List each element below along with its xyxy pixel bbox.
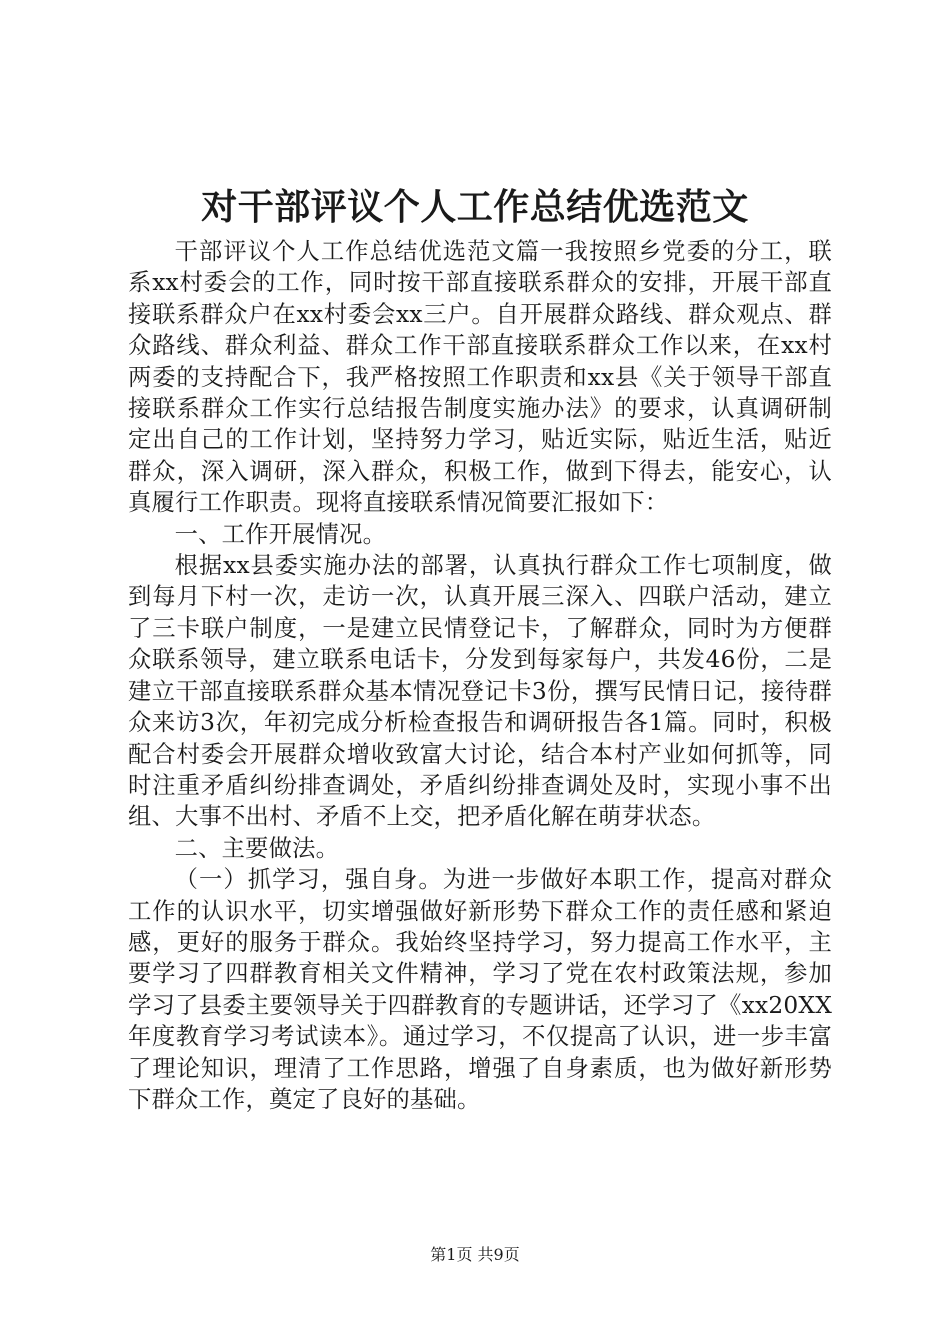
paragraph-intro: 干部评议个人工作总结优选范文篇一我按照乡党委的分工，联系xx村委会的工作，同时按干部直接联系群众的安排，开展干部直接联系群众户在xx村委会xx三户。自开展群众路线、群众观点、群众路线、群众利益、群众工作干部直接联系群众工作以来，在xx村两委的支持配合下，我严格按照工作职责和xx县《关于领导干部直接联系群众工作实行总结报告制度实施办法》的要求，认真调研制定出自己的工作计划，坚持努力学习，贴近实际，贴近生活，贴近群众，深入调研，深入群众，积极工作，做到下得去，能安心，认真履行工作职责。现将直接联系情况简要汇报如下：	[128, 238, 832, 517]
paragraph-work-status: 根据xx县委实施办法的部署，认真执行群众工作七项制度，做到每月下村一次，走访一次，认真开展三深入、四联户活动，建立了三卡联户制度，一是建立民情登记卡，了解群众，同时为方便群众联系领导，建立联系电话卡，分发到每家每户，共发46份，二是建立干部直接联系群众基本情况登记卡3份，撰写民情日记，接待群众来访3次，年初完成分析检查报告和调研报告各1篇。同时，积极配合村委会开展群众增收致富大讨论，结合本村产业如何抓等，同时注重矛盾纠纷排查调处，矛盾纠纷排查调处及时，实现小事不出组、大事不出村、矛盾不上交，把矛盾化解在萌芽状态。	[128, 552, 832, 831]
paragraph-study: （一）抓学习，强自身。为进一步做好本职工作，提高对群众工作的认识水平，切实增强做好新形势下群众工作的责任感和紧迫感，更好的服务于群众。我始终坚持学习，努力提高工作水平，主要学习了四群教育相关文件精神，学习了党在农村政策法规，参加学习了县委主要领导关于四群教育的专题讲话，还学习了《xx20XX年度教育学习考试读本》。通过学习，不仅提高了认识，进一步丰富了理论知识，理清了工作思路，增强了自身素质，也为做好新形势下群众工作，奠定了良好的基础。	[128, 866, 832, 1113]
section-heading-2: 二、主要做法。	[174, 834, 340, 862]
page-number-footer: 第1页 共9页	[430, 1245, 520, 1264]
document-body	[128, 236, 832, 1115]
document-title: 对干部评议个人工作总结优选范文	[201, 186, 749, 228]
section-heading-1: 一、工作开展情况。	[174, 520, 387, 548]
